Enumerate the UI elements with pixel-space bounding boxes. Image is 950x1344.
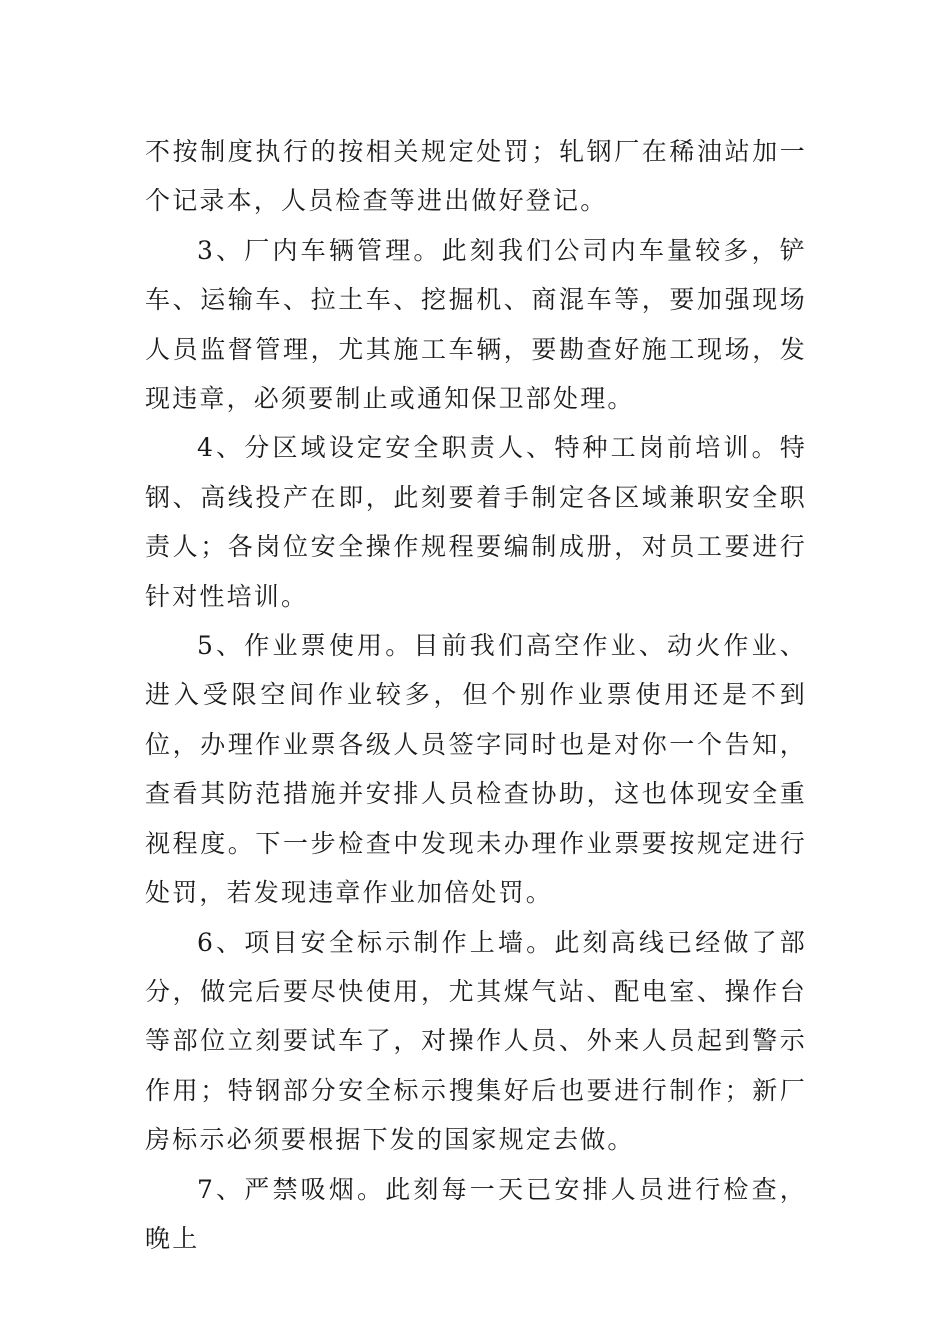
paragraph-item-7: 7、严禁吸烟。此刻每一天已安排人员进行检查，晚上 xyxy=(145,1174,807,1253)
paragraph-continuation: 不按制度执行的按相关规定处罚；轧钢厂在稀油站加一个记录本，人员检查等进出做好登记。 xyxy=(145,137,807,216)
paragraph-item-6: 6、项目安全标示制作上墙。此刻高线已经做了部分，做完后要尽快使用，尤其煤气站、配电室、操作台等部位立刻要试车了，对操作人员、外来人员起到警示作用；特钢部分安全标示搜集好后也要进行制作；新厂房标示必须要根据下发的国家规定去做。 xyxy=(145,927,807,1155)
paragraph-item-4: 4、分区域设定安全职责人、特种工岗前培训。特钢、高线投产在即，此刻要着手制定各区域兼职安全职责人；各岗位安全操作规程要编制成册，对员工要进行针对性培训。 xyxy=(145,433,807,611)
document-body xyxy=(145,127,807,1263)
paragraph-item-3: 3、厂内车辆管理。此刻我们公司内车量较多，铲车、运输车、拉土车、挖掘机、商混车等，要加强现场人员监督管理，尤其施工车辆，要勘查好施工现场，发现违章，必须要制止或通知保卫部处理。 xyxy=(145,235,807,414)
paragraph-item-5: 5、作业票使用。目前我们高空作业、动火作业、进入受限空间作业较多，但个别作业票使用还是不到位，办理作业票各级人员签字同时也是对你一个告知，查看其防范措施并安排人员检查协助，这也体现安全重视程度。下一步检查中发现未办理作业票要按规定进行处罚，若发现违章作业加倍处罚。 xyxy=(145,631,807,908)
